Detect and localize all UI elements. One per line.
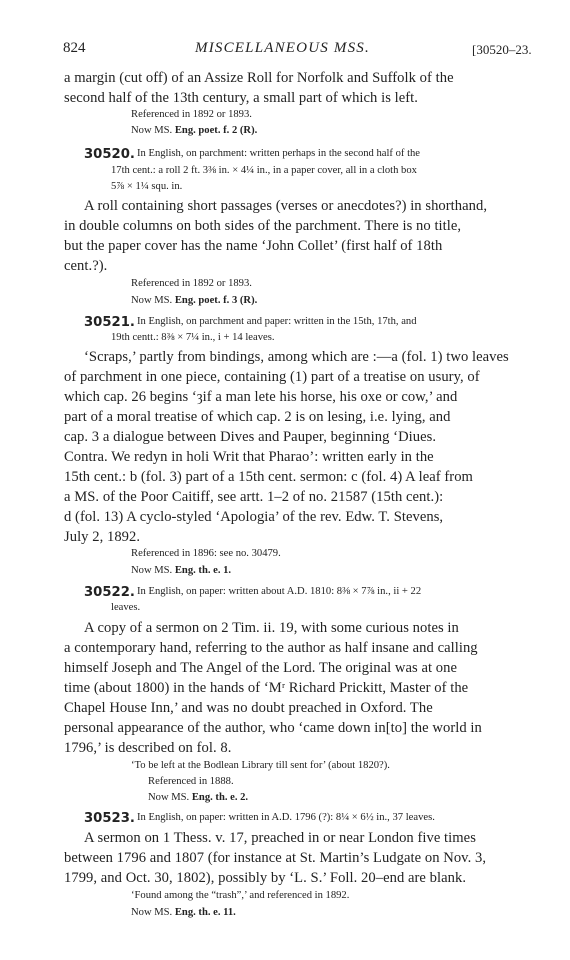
running-title: MISCELLANEOUS MSS.	[195, 40, 370, 56]
description-line: In English, on paper: written in A.D. 1796 (?): 8¼ × 6½ in., 37 leaves.	[137, 812, 435, 823]
body-line: which cap. 26 begins ‘ȝif a man lete his horse, his oxe or cow,’ and	[64, 389, 458, 405]
reference-note: ‘To be left at the Bodlean Library till sent for’ (about 1820?).	[131, 760, 390, 771]
shelfmark-line: Now MS. Eng. th. e. 1.	[131, 565, 232, 576]
body-line: cent.?).	[64, 258, 108, 274]
body-line: between 1796 and 1807 (for instance at St. Martin’s Ludgate on Nov. 3,	[64, 850, 487, 866]
reference-note: ‘Found among the “trash”,’ and referenced in 1892.	[131, 890, 350, 901]
body-line: himself Joseph and The Angel of the Lord. The original was at one	[64, 660, 458, 676]
entry-number: 30521.	[84, 315, 135, 330]
body-line: second half of the 13th century, a small part of which is left.	[64, 90, 418, 106]
body-line: a margin (cut off) of an Assize Roll for Norfolk and Suffolk of the	[64, 70, 454, 86]
description-line: In English, on parchment and paper: written in the 15th, 17th, and	[137, 316, 417, 327]
reference-note: Referenced in 1896: see no. 30479.	[131, 548, 281, 559]
shelfmark: Eng. poet. f. 3 (R).	[174, 295, 258, 306]
description-line: In English, on parchment: written perhaps in the second half of the	[137, 148, 421, 159]
entry-number: 30522.	[84, 585, 135, 600]
body-line: of parchment in one piece, containing (1) part of a treatise on usury, of	[64, 369, 480, 385]
page-number: 824	[63, 40, 86, 56]
body-line: part of a moral treatise of which cap. 2 is on lesing, i.e. lying, and	[64, 409, 451, 425]
shelfmark-range: [30520–23.	[472, 42, 532, 57]
body-line: 1796,’ is described on fol. 8.	[64, 740, 232, 756]
body-line: Chapel House Inn,’ and was no doubt preached in Oxford. The	[64, 700, 433, 716]
shelfmark: Eng. th. e. 11.	[174, 907, 236, 918]
shelfmark: Eng. poet. f. 2 (R).	[174, 125, 258, 136]
shelfmark-line: Now MS. Eng. poet. f. 2 (R).	[131, 125, 258, 136]
body-line: cap. 3 a dialogue between Dives and Pauper, beginning ‘Diues.	[64, 429, 437, 445]
description-line: 19th centt.: 8⅜ × 7¼ in., i + 14 leaves.	[111, 332, 275, 343]
body-line: 15th cent.: b (fol. 3) part of a 15th cent. sermon: c (fol. 4) A leaf from	[64, 469, 473, 485]
body-line: 1799, and Oct. 30, 1802), possibly by ‘L. S.’ Foll. 20–end are blank.	[64, 870, 467, 886]
shelfmark: Eng. th. e. 2.	[191, 792, 249, 803]
body-line: July 2, 1892.	[64, 529, 141, 545]
shelfmark: Eng. th. e. 1.	[174, 565, 232, 576]
shelfmark-line: Now MS. Eng. poet. f. 3 (R).	[131, 295, 258, 306]
description-line: In English, on paper: written about A.D. 1810: 8⅜ × 7⅞ in., ii + 22	[137, 586, 422, 597]
description-line: 17th cent.: a roll 2 ft. 3⅜ in. × 4¼ in., in a paper cover, all in a cloth box	[111, 165, 417, 176]
body-line: d (fol. 13) A cyclo-styled ‘Apologia’ of the rev. Edw. T. Stevens,	[64, 509, 444, 525]
description-line: 5⅞ × 1¼ squ. in.	[111, 181, 183, 192]
body-line: in double columns on both sides of the parchment. There is no title,	[64, 218, 462, 234]
body-line: ‘Scraps,’ partly from bindings, among which are :—a (fol. 1) two leaves	[84, 349, 509, 365]
reference-note: Referenced in 1888.	[148, 776, 234, 787]
body-line: A roll containing short passages (verses or anecdotes?) in shorthand,	[84, 198, 488, 214]
shelfmark-line: Now MS. Eng. th. e. 2.	[148, 792, 249, 803]
body-line: time (about 1800) in the hands of ‘Mʳ Richard Prickitt, Master of the	[64, 680, 469, 696]
entry-number: 30523.	[84, 811, 135, 826]
body-line: a MS. of the Poor Caitiff, see artt. 1–2 of no. 21587 (15th cent.):	[64, 489, 444, 505]
body-line: A copy of a sermon on 2 Tim. ii. 19, with some curious notes in	[84, 620, 459, 636]
body-line: but the paper cover has the name ‘John Collet’ (first half of 18th	[64, 238, 443, 254]
body-line: personal appearance of the author, who ‘came down in[to] the world in	[64, 720, 482, 736]
shelfmark-line: Now MS. Eng. th. e. 11.	[131, 907, 236, 918]
description-line: leaves.	[111, 602, 141, 613]
reference-note: Referenced in 1892 or 1893.	[131, 278, 252, 289]
body-line: A sermon on 1 Thess. v. 17, preached in or near London five times	[84, 830, 476, 846]
body-line: a contemporary hand, referring to the author as half insane and calling	[64, 640, 478, 656]
reference-note: Referenced in 1892 or 1893.	[131, 109, 252, 120]
body-line: Contra. We redyn in holi Writ that Pharao’: written early in the	[64, 449, 434, 465]
entry-number: 30520.	[84, 147, 135, 162]
